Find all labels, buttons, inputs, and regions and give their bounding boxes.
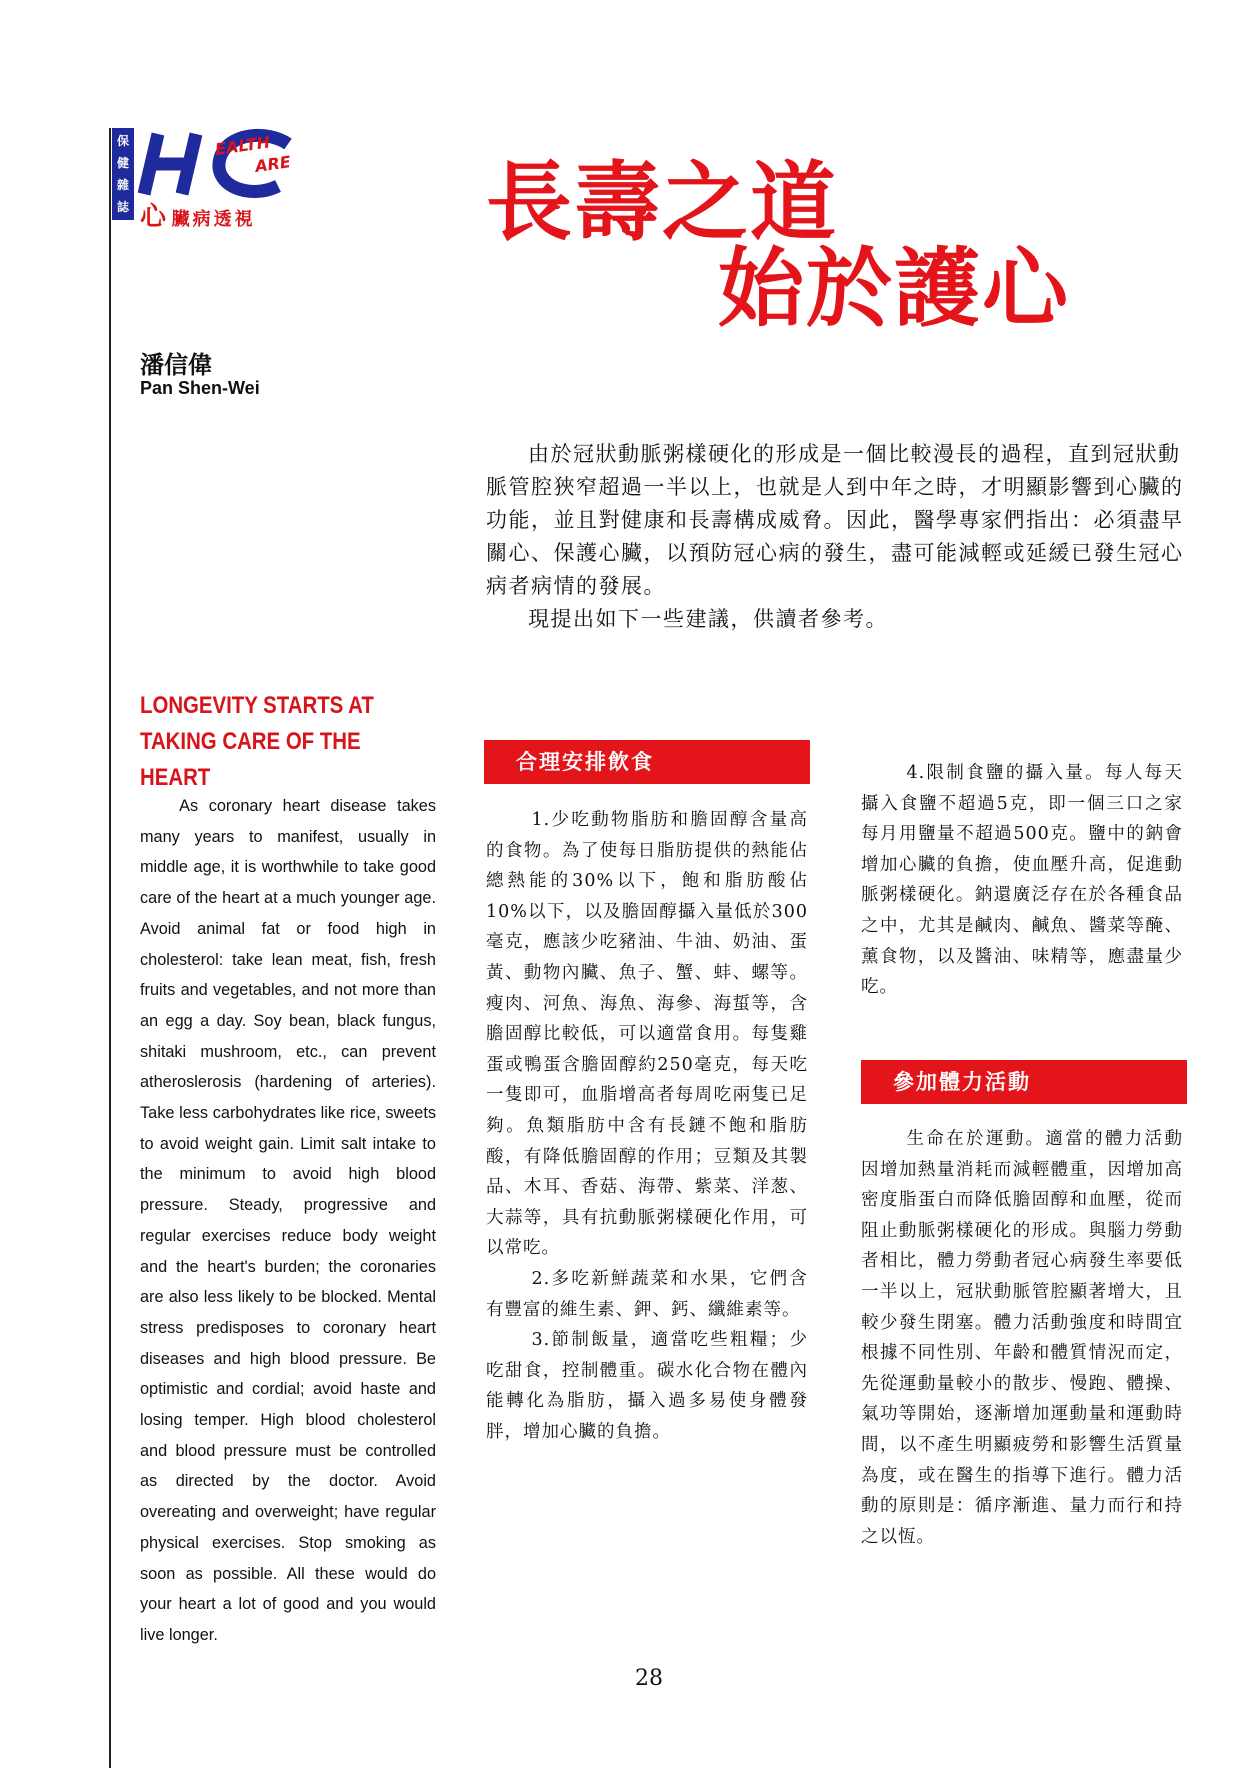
english-title: LONGEVITY STARTS AT TAKING CARE OF THE HEART: [140, 692, 374, 791]
left-margin-rule: [109, 128, 111, 1768]
exercise-column: [861, 1124, 1183, 1552]
english-summary: As coronary heart disease takes many years to manifest, usually in middle age, it is worthwhile to take good care of the heart at a much younger age. Avoid animal fat or food high in cholesterol: take lean meat, fish, fresh fruits and vegetables, and not more than an egg a day. Soy bean, black fungus, shitaki mushroom, etc., can prevent atheroslerosis (hardening of arteries). Take less carbohydrates like rice, sweets to avoid weight gain. Limit salt intake to the minimum to avoid high blood pressure. Steady, progressive and regular exercises reduce body weight and the heart's burden; the coronaries are also less likely to be blocked. Mental stress predisposes to coronary heart diseases and high blood pressure. Be optimistic and cordial; avoid haste and losing temper. High blood cholesterol and blood pressure must be controlled as directed by the doctor. Avoid overeating and overweight; have regular physical exercises. Stop smoking as soon as possible. All these would do your heart a lot of good and you would live longer.: [140, 797, 436, 1644]
diet-paragraph: 2.多吃新鮮蔬菜和水果，它們含有豐富的維生素、鉀、鈣、纖維素等。: [486, 1268, 808, 1320]
magazine-logo: [112, 128, 312, 232]
section-caption: [140, 196, 256, 233]
svg-text:ARE: ARE: [253, 152, 292, 176]
diet-paragraph: 3.節制飯量，適當吃些粗糧；少吃甜食，控制體重。碳水化合物在體內能轉化為脂肪，攝入過多易使身體發胖，增加心臟的負擔。: [486, 1330, 808, 1442]
intro-block: [486, 438, 1186, 636]
author-name-chinese: 潘信偉: [140, 351, 212, 379]
diet-column-continued: [861, 758, 1183, 1003]
svg-text:EALTH: EALTH: [213, 132, 272, 159]
logo-sidebar-char: 誌: [116, 200, 129, 214]
logo-sidebar: [112, 128, 134, 220]
intro-paragraph: 現提出如下一些建議，供讀者參考。: [528, 607, 888, 631]
exercise-paragraph: 生命在於運動。適當的體力活動因增加熱量消耗而減輕體重，因增加高密度脂蛋白而降低膽固醇和血壓，從而阻止動脈粥樣硬化的形成。與腦力勞動者相比，體力勞動者冠心病發生率要低一半以上，冠狀動脈管腔顯著增大，且較少發生閉塞。體力活動強度和時間宜根據不同性別、年齡和體質情況而定，先從運動量較小的散步、慢跑、體操、氣功等開始，逐漸增加運動量和運動時間，以不產生明顯疲勞和影響生活質量為度，或在醫生的指導下進行。體力活動的原則是：循序漸進、量力而行和持之以恆。: [861, 1129, 1183, 1547]
caption-rest: 臟病透視: [171, 209, 256, 230]
hc-monogram-icon: [138, 128, 318, 200]
headline-line-1: 長壽之道: [486, 152, 838, 253]
section-heading-exercise: 參加體力活動: [861, 1060, 1187, 1104]
logo-sidebar-char: 健: [116, 156, 129, 170]
diet-paragraph: 1.少吃動物脂肪和膽固醇含量高的食物。為了使每日脂肪提供的熱能佔總熱能的30%以下，飽和脂肪酸佔10%以下，以及膽固醇攝入量低於300毫克，應該少吃豬油、牛油、奶油、蛋黃、動物內臟、魚子、蟹、蚌、螺等。瘦肉、河魚、海魚、海參、海蜇等，含膽固醇比較低，可以適當食用。每隻雞蛋或鴨蛋含膽固醇約250毫克，每天吃一隻即可，血脂增高者每周吃兩隻已足夠。魚類脂肪中含有長鏈不飽和脂肪酸，有降低膽固醇的作用；豆類及其製品、木耳、香菇、海帶、紫菜、洋葱、大蒜等，具有抗動脈粥樣硬化作用，可以常吃。: [486, 810, 808, 1259]
caption-heart-char: 心: [140, 202, 167, 232]
diet-column: [486, 805, 808, 1447]
intro-paragraph: 由於冠狀動脈粥樣硬化的形成是一個比較漫長的過程，直到冠狀動脈管腔狹窄超過一半以上，也就是人到中年之時，才明顯影響到心臟的功能，並且對健康和長壽構成威脅。因此，醫學專家們指出：必須盡早關心、保護心臟，以預防冠心病的發生，盡可能減輕或延緩已發生冠心病者病情的發展。: [486, 442, 1184, 598]
section-heading-diet: 合理安排飲食: [484, 740, 810, 784]
logo-sidebar-char: 雜: [116, 178, 129, 192]
author-name-english: Pan Shen-Wei: [140, 378, 260, 398]
page-number: 28: [635, 1666, 663, 1691]
diet-paragraph: 4.限制食鹽的攝入量。每人每天攝入食鹽不超過5克，即一個三口之家每月用鹽量不超過500克。鹽中的鈉會增加心臟的負擔，使血壓升高，促進動脈粥樣硬化。鈉還廣泛存在於各種食品之中，尤其是鹹肉、鹹魚、醬菜等醃、薰食物，以及醬油、味精等，應盡量少吃。: [861, 763, 1183, 998]
headline-line-2: 始於護心: [718, 238, 1070, 339]
logo-sidebar-char: 保: [116, 134, 129, 148]
